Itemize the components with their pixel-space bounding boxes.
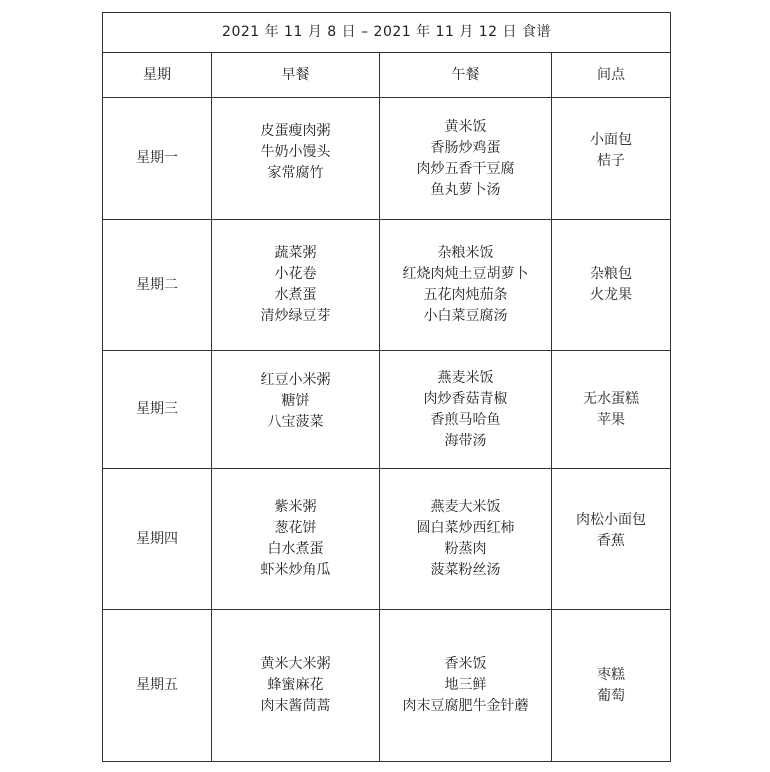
- dish: 红烧肉炖土豆胡萝卜: [402, 266, 529, 282]
- dish: 燕麦米饭: [437, 369, 494, 386]
- dish: 葱花饼: [274, 520, 317, 536]
- dish: 桔子: [597, 152, 626, 169]
- lunch-cell: [380, 610, 552, 762]
- header-day: 星期: [103, 53, 212, 98]
- dish: 小白菜豆腐汤: [423, 308, 508, 324]
- day-label: 星期四: [136, 530, 178, 547]
- header-snack: 间点: [552, 53, 671, 98]
- snack-cell: [552, 98, 671, 220]
- breakfast-cell: [212, 351, 380, 469]
- day-cell: [103, 220, 212, 351]
- dish: 黄米饭: [444, 118, 487, 135]
- table-row-tuesday: [103, 220, 671, 351]
- day-cell: [103, 98, 212, 220]
- menu-title: 2021 年 11 月 8 日 – 2021 年 11 月 12 日 食谱: [103, 13, 671, 53]
- menu-table: [102, 12, 671, 762]
- table-row-monday: [103, 98, 671, 220]
- dish: 燕麦大米饭: [430, 499, 501, 515]
- dish: 鱼丸萝卜汤: [430, 181, 501, 198]
- dish: 小花卷: [274, 266, 317, 282]
- dish: 地三鲜: [444, 677, 487, 693]
- dish: 枣糕: [597, 666, 626, 683]
- day-label: 星期五: [136, 677, 178, 693]
- dish: 黄米大米粥: [260, 656, 331, 672]
- dish: 皮蛋瘦肉粥: [260, 123, 331, 139]
- day-label: 星期一: [136, 150, 178, 166]
- dish: 紫米粥: [274, 499, 317, 515]
- dish: 葡萄: [597, 687, 626, 704]
- breakfast-cell: [212, 220, 380, 351]
- dish: 肉炒香菇青椒: [423, 390, 508, 407]
- day-label: 星期二: [136, 276, 178, 293]
- day-label: 星期三: [136, 401, 178, 417]
- dish: 虾米炒角瓜: [260, 562, 331, 578]
- dish: 香肠炒鸡蛋: [430, 139, 501, 156]
- dish: 牛奶小馒头: [260, 144, 331, 160]
- dish: 肉松小面包: [576, 512, 647, 528]
- breakfast-cell: [212, 469, 380, 610]
- dish: 糖饼: [281, 393, 310, 409]
- snack-cell: [552, 220, 671, 351]
- dish: 肉末豆腐肥牛金针蘑: [402, 698, 529, 714]
- dish: 粉蒸肉: [444, 541, 487, 557]
- lunch-cell: [380, 98, 552, 220]
- table-row-thursday: [103, 469, 671, 610]
- dish: 无水蛋糕: [583, 390, 640, 407]
- snack-cell: [552, 610, 671, 762]
- dish: 红豆小米粥: [260, 372, 331, 388]
- dish: 香煎马哈鱼: [430, 411, 501, 428]
- dish: 清炒绿豆芽: [260, 308, 331, 324]
- dish: 蔬菜粥: [274, 245, 317, 261]
- day-cell: [103, 351, 212, 469]
- lunch-cell: [380, 220, 552, 351]
- lunch-cell: [380, 469, 552, 610]
- dish: 香蕉: [597, 533, 626, 549]
- dish: 香米饭: [444, 656, 487, 672]
- dish: 肉末酱茼蒿: [260, 698, 331, 714]
- snack-cell: [552, 351, 671, 469]
- table-row-friday: [103, 610, 671, 762]
- day-cell: [103, 610, 212, 762]
- dish: 圆白菜炒西红柿: [416, 520, 515, 536]
- breakfast-cell: [212, 610, 380, 762]
- dish: 肉炒五香干豆腐: [416, 160, 515, 177]
- dish: 杂粮米饭: [437, 245, 494, 261]
- dish: 白水煮蛋: [267, 541, 324, 557]
- dish: 八宝菠菜: [267, 414, 324, 430]
- dish: 小面包: [590, 131, 633, 148]
- dish: 菠菜粉丝汤: [430, 562, 501, 578]
- dish: 水煮蛋: [274, 287, 317, 303]
- breakfast-cell: [212, 98, 380, 220]
- day-cell: [103, 469, 212, 610]
- dish: 火龙果: [590, 287, 633, 303]
- dish: 杂粮包: [590, 266, 633, 282]
- header-breakfast: 早餐: [212, 53, 380, 98]
- dish: 五花肉炖茄条: [423, 287, 508, 303]
- lunch-cell: [380, 351, 552, 469]
- dish: 苹果: [597, 411, 626, 428]
- dish: 海带汤: [444, 432, 487, 449]
- snack-cell: [552, 469, 671, 610]
- dish: 蜂蜜麻花: [267, 677, 324, 693]
- dish: 家常腐竹: [267, 165, 324, 181]
- table-row-wednesday: [103, 351, 671, 469]
- header-lunch: 午餐: [380, 53, 552, 98]
